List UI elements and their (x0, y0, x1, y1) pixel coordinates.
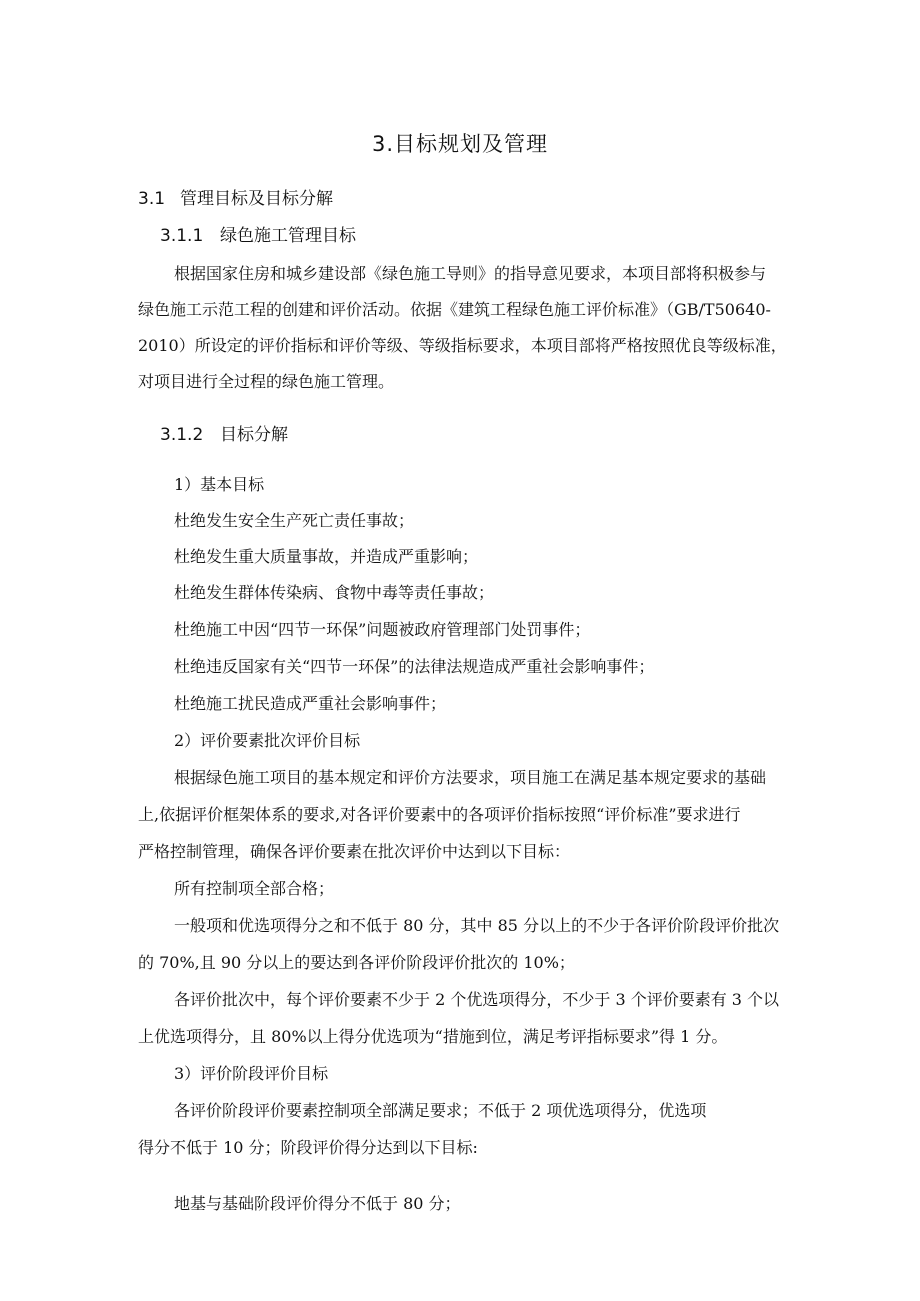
subheading-basic-goals: 1）基本目标 (174, 475, 265, 494)
paragraph-line: 根据国家住房和城乡建设部《绿色施工导则》的指导意见要求，本项目部将积极参与 (174, 264, 767, 283)
subheading-batch-goals: 2）评价要素批次评价目标 (174, 731, 361, 750)
paragraph-line: 的 70%,且 90 分以上的要达到各评价阶段评价批次的 10%； (138, 953, 575, 972)
section-label: 绿色施工管理目标 (220, 226, 356, 246)
paragraph-line: 绿色施工示范工程的创建和评价活动。依据《建筑工程绿色施工评价标准》（GB/T50640- (138, 300, 771, 319)
section-heading-3-1 (138, 184, 333, 209)
section-number: 3.1 (138, 189, 166, 209)
paragraph-line: 得分不低于 10 分；阶段评价得分达到以下目标: (138, 1138, 478, 1157)
paragraph-line: 上优选项得分，且 80%以上得分优选项为“措施到位，满足考评指标要求”得 1 分。 (138, 1027, 728, 1046)
paragraph-line: 所有控制项全部合格； (174, 879, 335, 898)
paragraph-line: 一般项和优选项得分之和不低于 80 分，其中 85 分以上的不少于各评价阶段评价批次 (174, 916, 780, 935)
paragraph-line: 上,依据评价框架体系的要求,对各评价要素中的各项评价指标按照“评价标准”要求进行 (138, 805, 741, 824)
basic-goal-item: 杜绝施工中因“四节一环保”问题被政府管理部门处罚事件； (174, 620, 591, 639)
basic-goal-item: 杜绝违反国家有关“四节一环保”的法律法规造成严重社会影响事件； (174, 657, 655, 676)
section-label: 目标分解 (220, 425, 288, 445)
section-heading-3-1-1 (160, 221, 356, 246)
section-label: 管理目标及目标分解 (180, 189, 333, 209)
section-heading-3-1-2 (160, 420, 288, 445)
paragraph-line: 对项目进行全过程的绿色施工管理。 (138, 372, 395, 391)
section-number: 3.1.2 (160, 425, 204, 445)
basic-goal-item: 杜绝发生安全生产死亡责任事故； (174, 511, 415, 530)
paragraph-line: 根据绿色施工项目的基本规定和评价方法要求，项目施工在满足基本规定要求的基础 (174, 768, 767, 787)
subheading-stage-goals: 3）评价阶段评价目标 (174, 1064, 329, 1083)
paragraph-line: 2010）所设定的评价指标和评价等级、等级指标要求，本项目部将严格按照优良等级标准， (138, 336, 787, 355)
paragraph-line: 各评价批次中，每个评价要素不少于 2 个优选项得分，不少于 3 个评价要素有 3 个以 (174, 990, 780, 1009)
basic-goal-item: 杜绝发生群体传染病、食物中毒等责任事故； (174, 583, 495, 602)
page-title: 3.目标规划及管理 (371, 132, 549, 156)
paragraph-line: 各评价阶段评价要素控制项全部满足要求；不低于 2 项优选项得分，优选项 (174, 1101, 707, 1120)
basic-goal-item: 杜绝发生重大质量事故，并造成严重影响； (174, 547, 479, 566)
paragraph-line: 地基与基础阶段评价得分不低于 80 分； (174, 1194, 461, 1213)
section-number: 3.1.1 (160, 226, 204, 246)
paragraph-line: 严格控制管理，确保各评价要素在批次评价中达到以下目标： (138, 842, 571, 861)
basic-goal-item: 杜绝施工扰民造成严重社会影响事件； (174, 694, 447, 713)
